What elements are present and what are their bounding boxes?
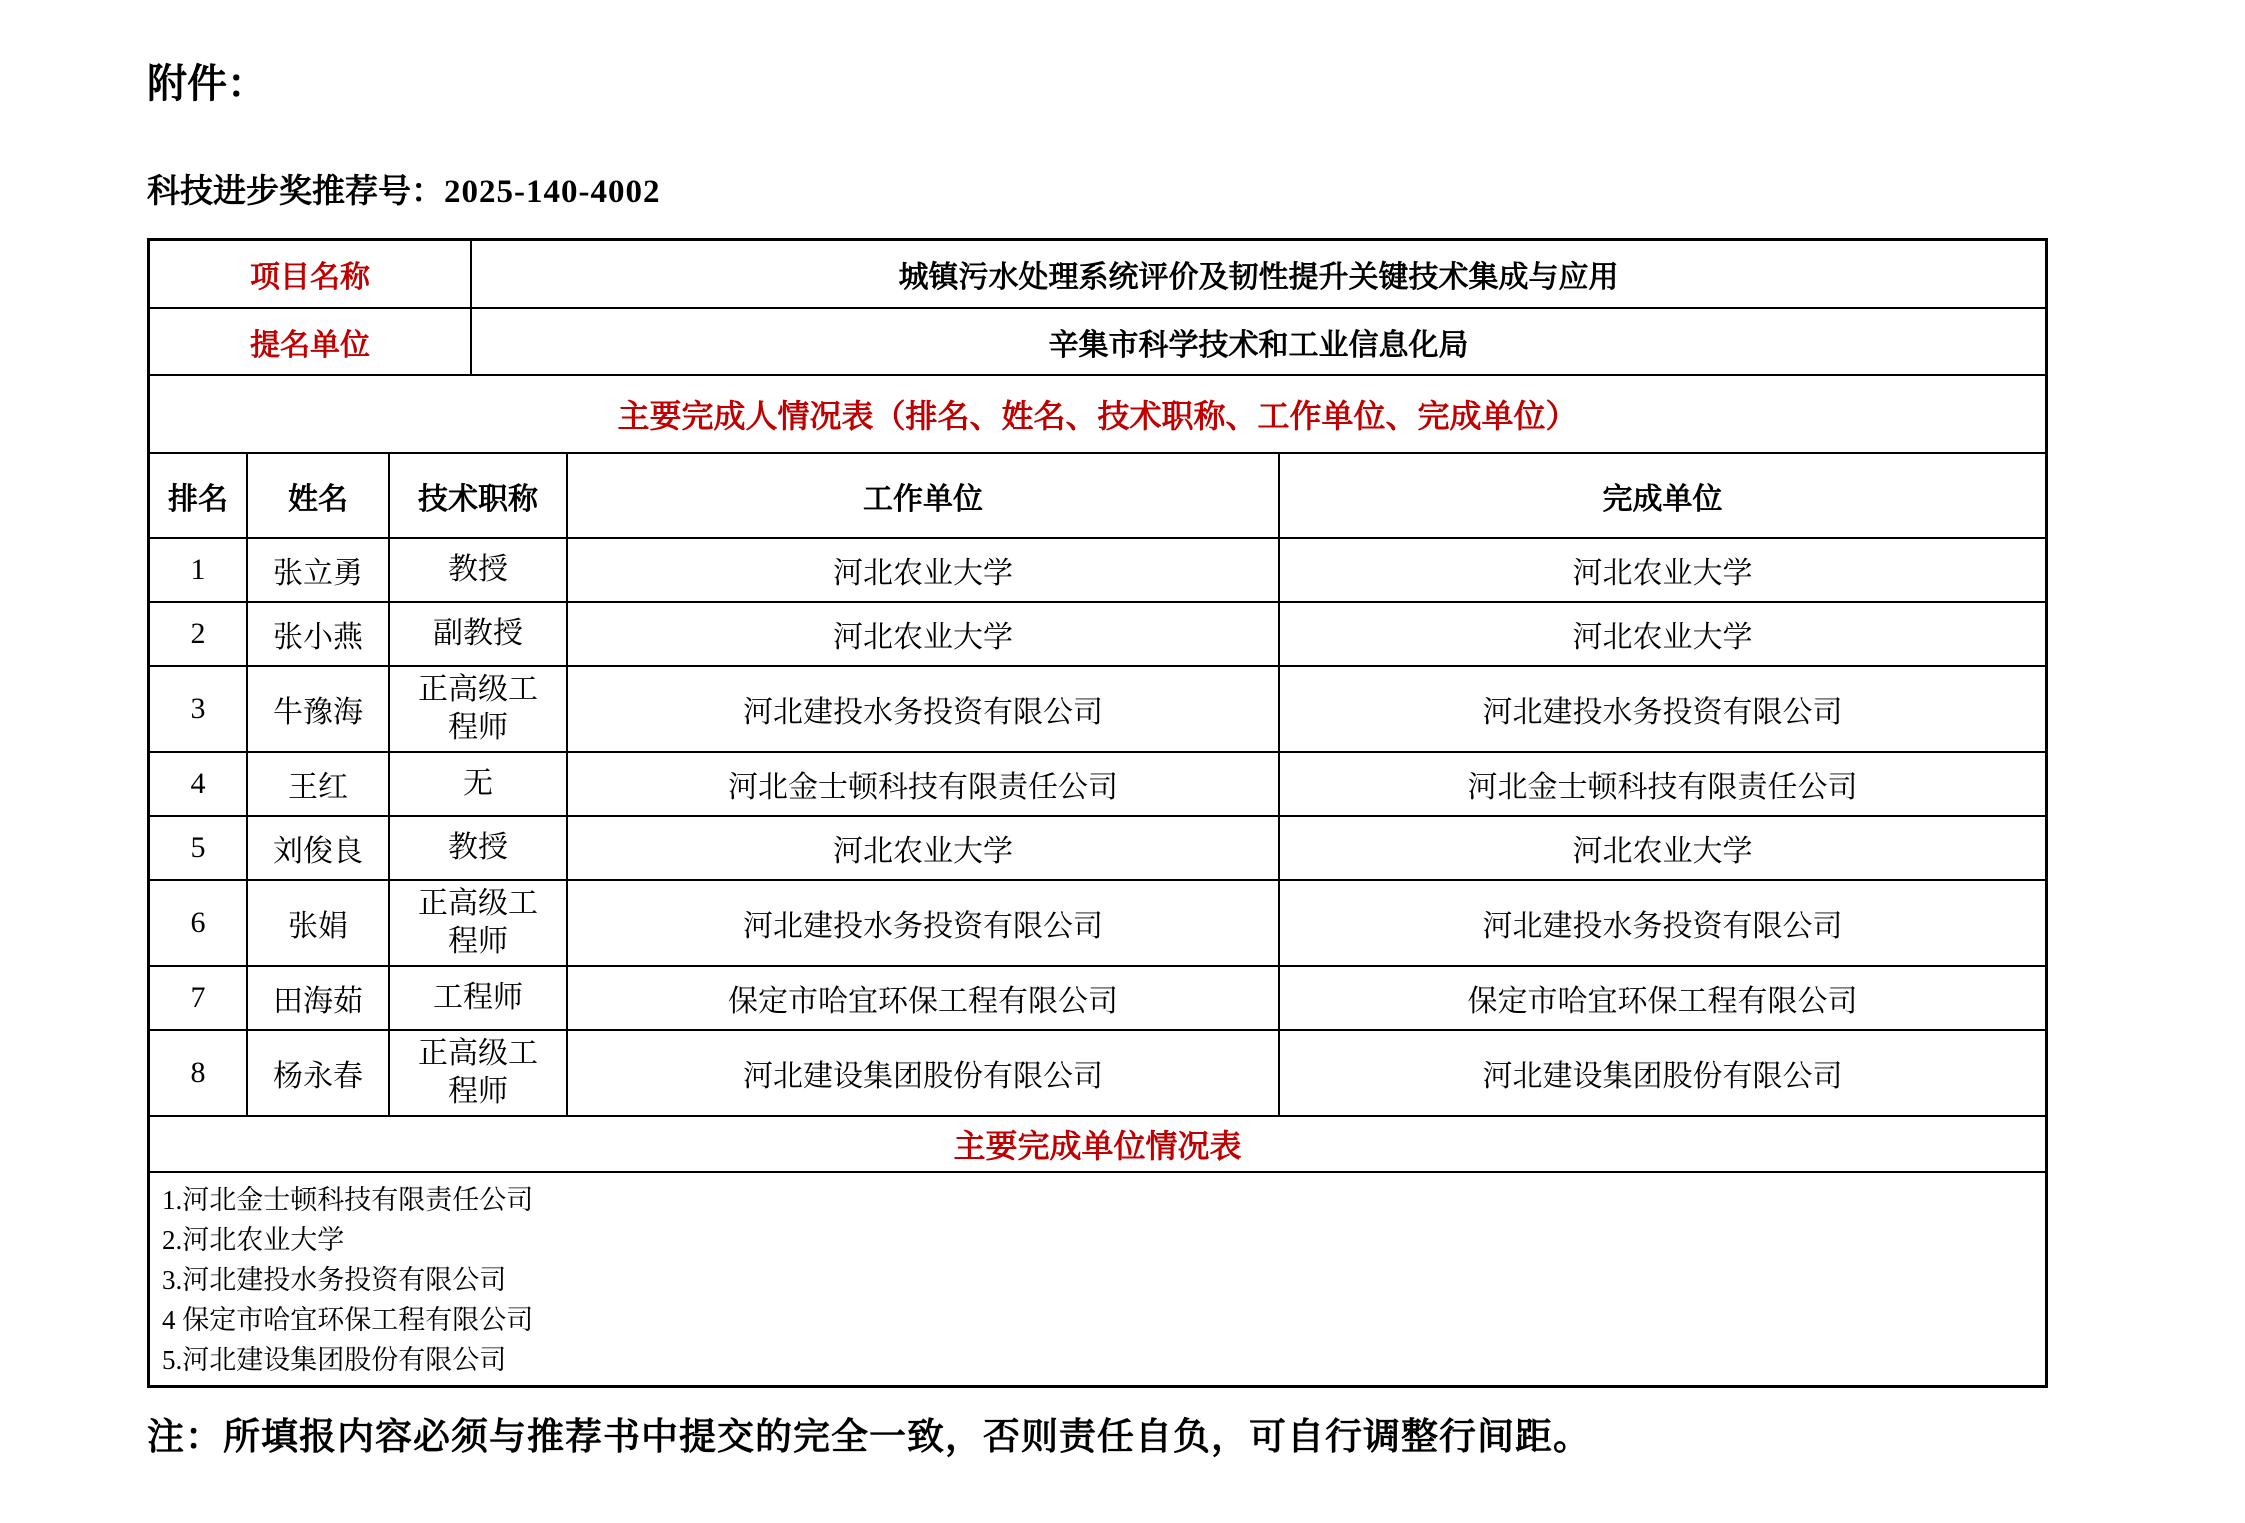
units-section-title: 主要完成单位情况表: [150, 1117, 2045, 1173]
table-row: [150, 880, 2045, 966]
cell-title: 教授: [389, 538, 567, 602]
project-name-row: [150, 241, 2045, 308]
table-row: [150, 666, 2045, 752]
list-item: 1.河北金士顿科技有限责任公司: [162, 1185, 534, 1215]
cell-rank: 8: [150, 1030, 247, 1116]
completers-table: [150, 454, 2045, 1117]
cell-work-unit: 河北农业大学: [567, 816, 1279, 880]
cell-name: 张立勇: [247, 538, 389, 602]
cell-name: 张小燕: [247, 602, 389, 666]
cell-rank: 3: [150, 666, 247, 752]
cell-name: 王红: [247, 752, 389, 816]
cell-name: 牛豫海: [247, 666, 389, 752]
cell-work-unit: 河北建投水务投资有限公司: [567, 666, 1279, 752]
completers-header-row: [150, 454, 2045, 538]
recommendation-number-label: 科技进步奖推荐号：: [147, 174, 444, 210]
cell-work-unit: 河北农业大学: [567, 538, 1279, 602]
cell-rank: 6: [150, 880, 247, 966]
header-completing-unit: 完成单位: [1279, 454, 2045, 538]
cell-rank: 1: [150, 538, 247, 602]
cell-completing-unit: 河北农业大学: [1279, 602, 2045, 666]
cell-title: 无: [389, 752, 567, 816]
recommendation-number-value: 2025-140-4002: [444, 174, 661, 210]
nominator-row: [150, 308, 2045, 375]
project-name-value: 城镇污水处理系统评价及韧性提升关键技术集成与应用: [471, 241, 2045, 308]
cell-name: 刘俊良: [247, 816, 389, 880]
project-info-section: [150, 241, 2045, 376]
list-item: 4 保定市哈宜环保工程有限公司: [162, 1305, 534, 1335]
cell-rank: 4: [150, 752, 247, 816]
list-item: 2.河北农业大学: [162, 1225, 345, 1255]
project-name-label: 项目名称: [150, 241, 471, 308]
cell-completing-unit: 河北农业大学: [1279, 816, 2045, 880]
table-row: [150, 538, 2045, 602]
completing-units-list: [150, 1173, 2045, 1385]
attachment-heading: 附件：: [147, 61, 267, 107]
nominator-label: 提名单位: [150, 308, 471, 375]
cell-work-unit: 河北农业大学: [567, 602, 1279, 666]
cell-completing-unit: 保定市哈宜环保工程有限公司: [1279, 966, 2045, 1030]
list-item: 3.河北建投水务投资有限公司: [162, 1265, 507, 1295]
list-item: 5.河北建设集团股份有限公司: [162, 1345, 507, 1375]
cell-completing-unit: 河北建投水务投资有限公司: [1279, 666, 2045, 752]
cell-name: 张娟: [247, 880, 389, 966]
cell-rank: 7: [150, 966, 247, 1030]
cell-title: 正高级工程师: [389, 1030, 567, 1116]
cell-rank: 5: [150, 816, 247, 880]
cell-title: 正高级工程师: [389, 880, 567, 966]
cell-title: 工程师: [389, 966, 567, 1030]
cell-title: 正高级工程师: [389, 666, 567, 752]
cell-name: 杨永春: [247, 1030, 389, 1116]
cell-work-unit: 保定市哈宜环保工程有限公司: [567, 966, 1279, 1030]
cell-name: 田海茹: [247, 966, 389, 1030]
cell-title: 教授: [389, 816, 567, 880]
header-rank: 排名: [150, 454, 247, 538]
cell-work-unit: 河北金士顿科技有限责任公司: [567, 752, 1279, 816]
cell-completing-unit: 河北金士顿科技有限责任公司: [1279, 752, 2045, 816]
header-title: 技术职称: [389, 454, 567, 538]
footer-note: 注：所填报内容必须与推荐书中提交的完全一致，否则责任自负，可自行调整行间距。: [147, 1417, 1591, 1458]
cell-title: 副教授: [389, 602, 567, 666]
table-row: [150, 602, 2045, 666]
cell-rank: 2: [150, 602, 247, 666]
cell-completing-unit: 河北建设集团股份有限公司: [1279, 1030, 2045, 1116]
completers-section-title: 主要完成人情况表（排名、姓名、技术职称、工作单位、完成单位）: [150, 376, 2045, 454]
cell-work-unit: 河北建设集团股份有限公司: [567, 1030, 1279, 1116]
table-row: [150, 1030, 2045, 1116]
recommendation-number-line: [147, 165, 2048, 212]
cell-completing-unit: 河北农业大学: [1279, 538, 2045, 602]
table-row: [150, 816, 2045, 880]
award-form-table: [147, 238, 2048, 1388]
cell-completing-unit: 河北建投水务投资有限公司: [1279, 880, 2045, 966]
cell-work-unit: 河北建投水务投资有限公司: [567, 880, 1279, 966]
header-work-unit: 工作单位: [567, 454, 1279, 538]
table-row: [150, 752, 2045, 816]
nominator-value: 辛集市科学技术和工业信息化局: [471, 308, 2045, 375]
header-name: 姓名: [247, 454, 389, 538]
table-row: [150, 966, 2045, 1030]
